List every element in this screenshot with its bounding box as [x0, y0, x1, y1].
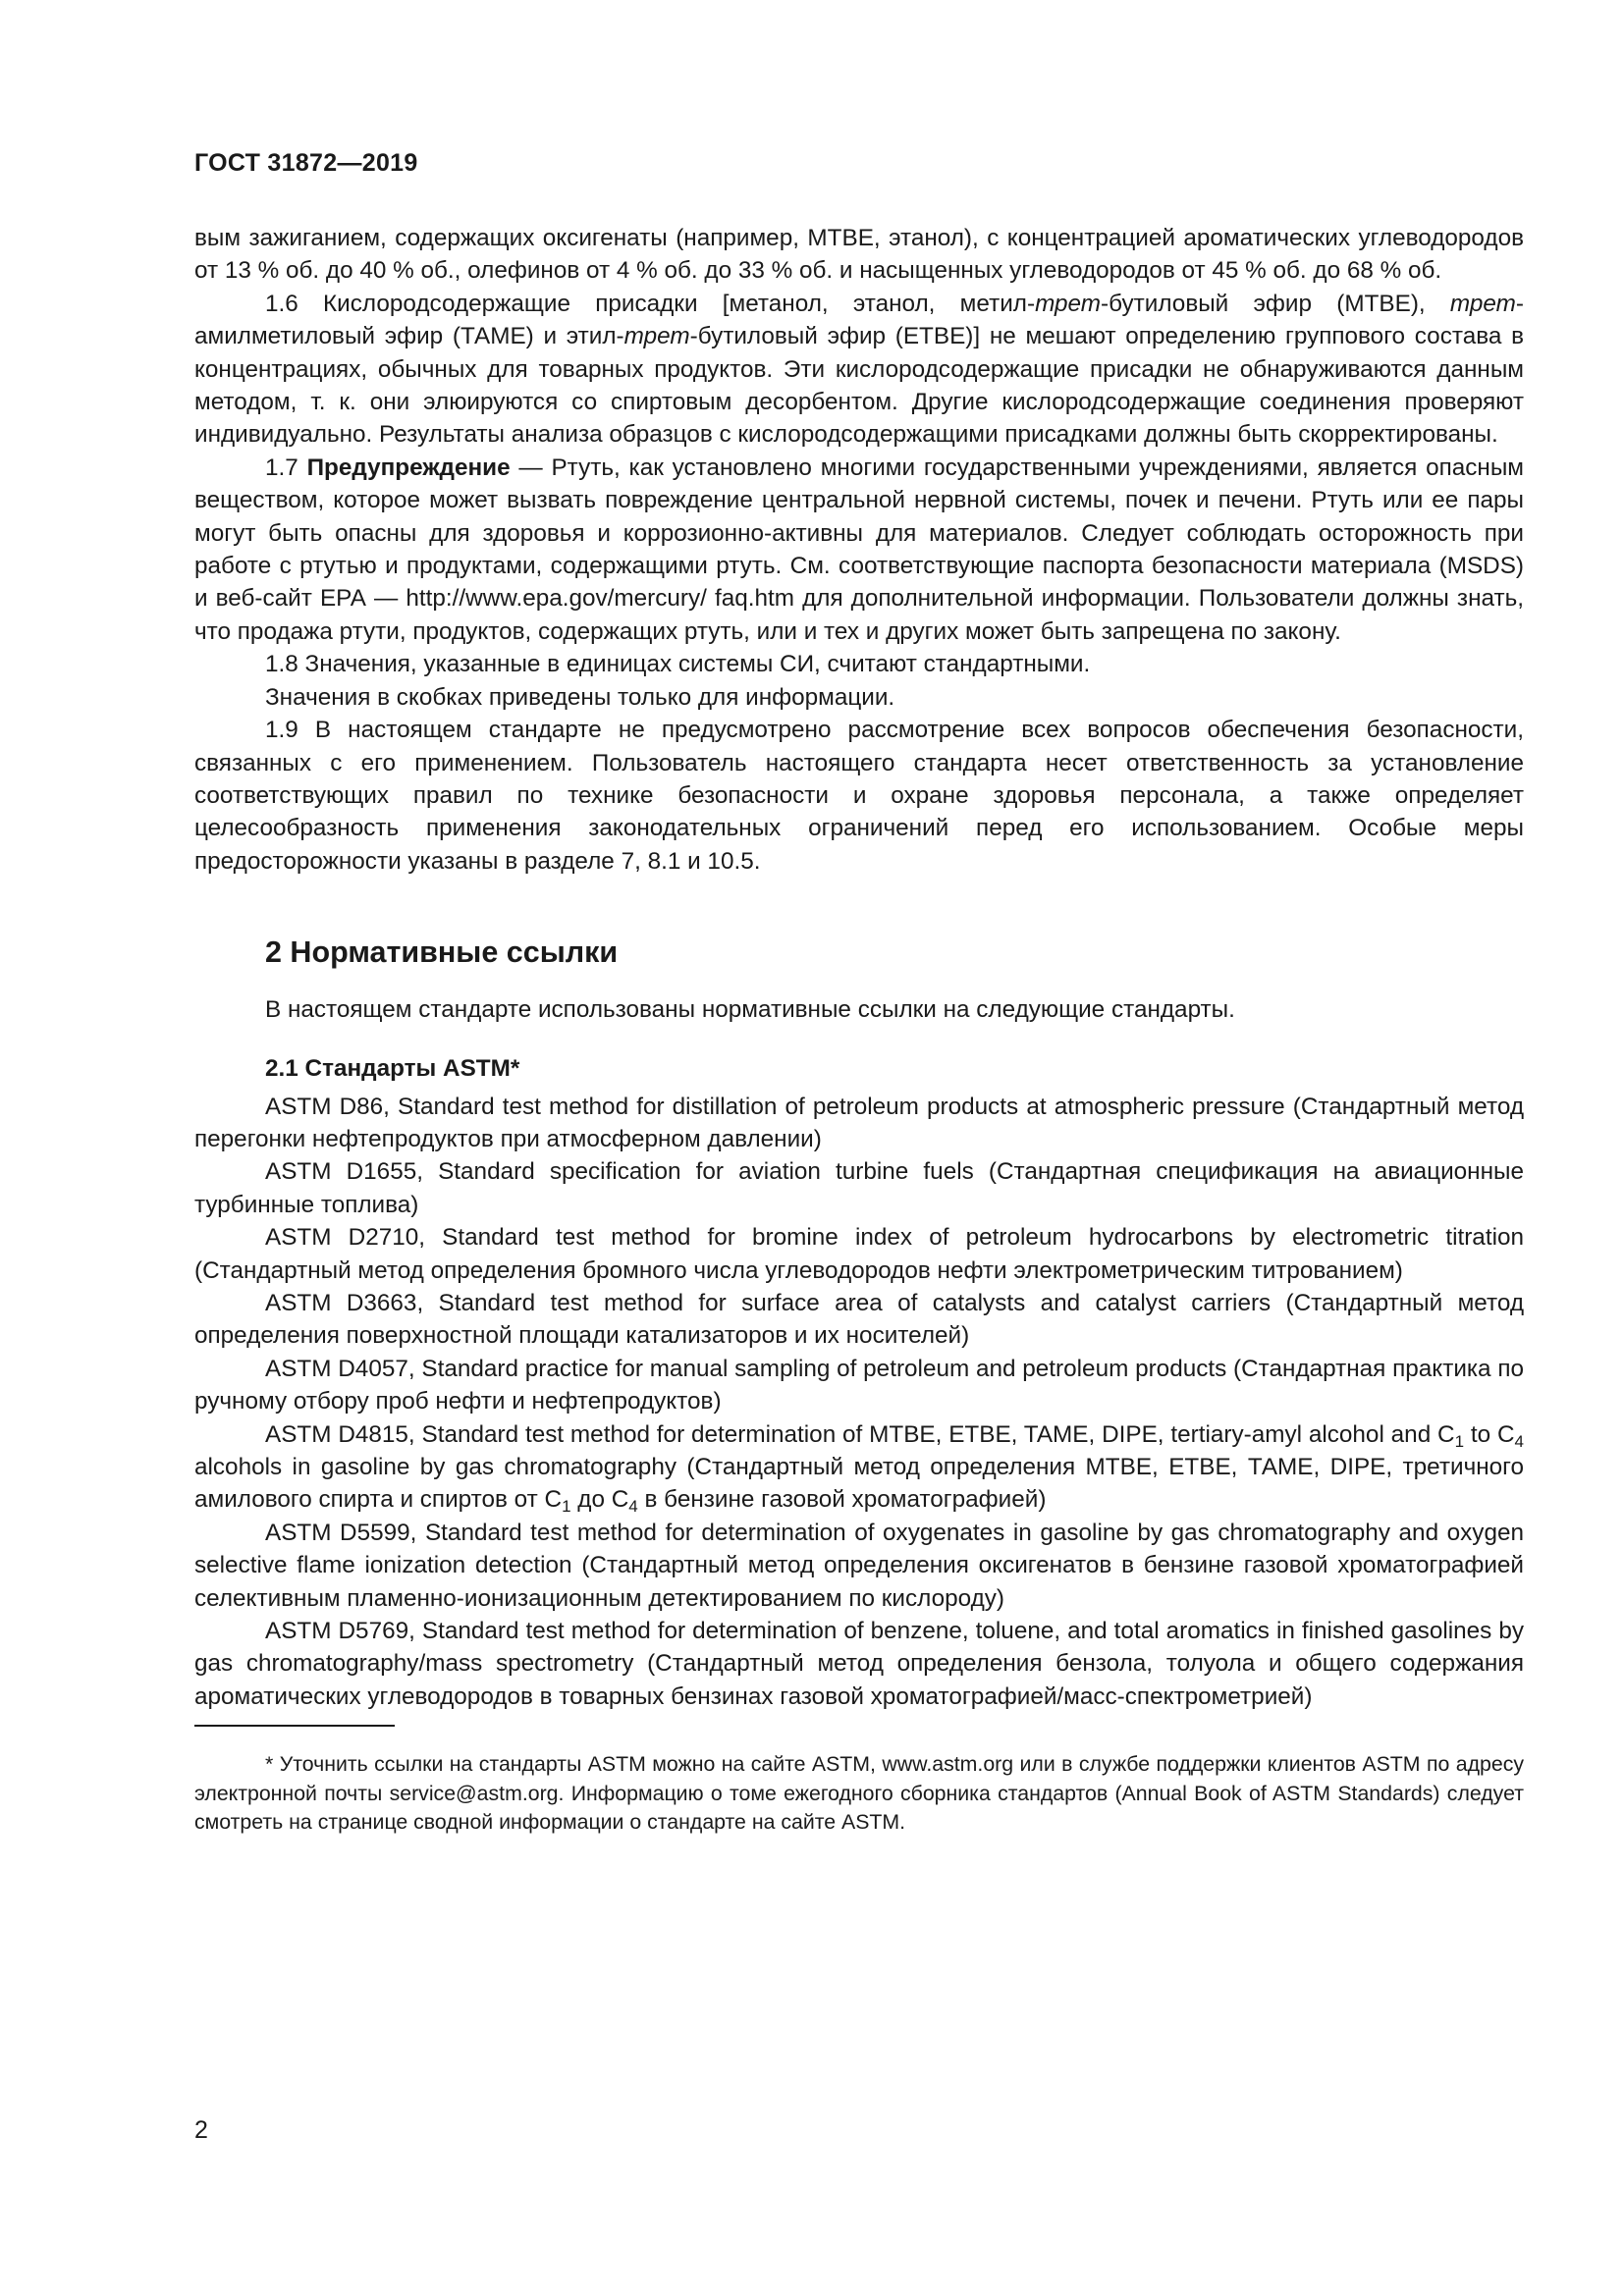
document-code-header: ГОСТ 31872—2019	[194, 149, 418, 177]
footnote-separator	[194, 1725, 395, 1727]
paragraph-1-7-warning: 1.7 Предупреждение — Ртуть, как установлено многими государственными учреждениями, является опасным веществом, которое может вызвать повреждение центральной нервной системы, почек и печени. Ртуть или ее пары могут быть опасны для здоровья и коррозионно-активны для материалов. Следует соблюдать осторожность при работе с ртутью и продуктами, содержащими ртуть. См. соответствующие паспорта безопасности материала (MSDS) и веб-сайт ЕРА — http://www.epa.gov/mercury/ faq.htm для дополнительной информации. Пользователи должны знать, что продажа ртути, продуктов, содержащих ртуть, или и тех и других может быть запрещена по закону.	[194, 454, 1524, 645]
paragraph-1-8: 1.8 Значения, указанные в единицах системы СИ, считают стандартными.	[265, 651, 1091, 678]
reference-astm-d3663: ASTM D3663, Standard test method for surface area of catalysts and catalyst carriers (Стандартный метод определения поверхностной площади катализаторов и их носителей)	[194, 1289, 1524, 1350]
page-number: 2	[194, 2116, 208, 2144]
section-2-heading: 2 Нормативные ссылки	[265, 935, 619, 970]
reference-astm-d5599: ASTM D5599, Standard test method for determination of oxygenates in gasoline by gas chromatography and oxygen selective flame ionization detection (Стандартный метод определения оксигенатов в бензине газовой хроматографией селективным пламенно-ионизационным детектированием по кислороду)	[194, 1519, 1524, 1612]
section-2-intro: В настоящем стандарте использованы нормативные ссылки на следующие стандарты.	[265, 996, 1235, 1024]
subsection-2-1-heading: 2.1 Стандарты ASTM*	[265, 1054, 520, 1082]
reference-astm-d86: ASTM D86, Standard test method for distillation of petroleum products at atmospheric pressure (Стандартный метод перегонки нефтепродуктов при атмосферном давлении)	[194, 1093, 1524, 1152]
footnote-astm: * Уточнить ссылки на стандарты ASTM можно на сайте ASTM, www.astm.org или в службе поддержки клиентов ASTM по адресу электронной почты service@astm.org. Информацию о томе ежегодного сборника стандартов (Annual Book of ASTM Standards) следует смотреть на странице сводной информации о стандарте на сайте ASTM.	[194, 1752, 1524, 1835]
document-body	[194, 222, 1524, 1838]
paragraph-1-9: 1.9 В настоящем стандарте не предусмотрено рассмотрение всех вопросов обеспечения безопасности, связанных с его применением. Пользователь настоящего стандарта несет ответственность за установление соответствующих правил по технике безопасности и охране здоровья персонала, а также определяет целесообразность применения законодательных ограничений перед его использованием. Особые меры предосторожности указаны в разделе 7, 8.1 и 10.5.	[194, 717, 1524, 875]
reference-astm-d4057: ASTM D4057, Standard practice for manual sampling of petroleum and petroleum products (Стандартная практика по ручному отбору проб нефти и нефтепродуктов)	[194, 1355, 1524, 1415]
paragraph-1-6: 1.6 Кислородсодержащие присадки [метанол, этанол, метил-трет-бутиловый эфир (МТВЕ), трет-амилметиловый эфир (ТАМЕ) и этил-трет-бутиловый эфир (ЕТВЕ)] не мешают определению группового состава в концентрациях, обычных для товарных продуктов. Эти кислородсодержащие присадки не обнаруживаются данным методом, т. к. они элюируются со спиртовым десорбентом. Другие кислородсодержащие соединения проверяют индивидуально. Результаты анализа образцов с кислородсодержащими присадками должны быть скорректированы.	[194, 290, 1524, 449]
paragraph-1-5-continuation: вым зажиганием, содержащих оксигенаты (например, МТВЕ, этанол), с концентрацией ароматических углеводородов от 13 % об. до 40 % об., олефинов от 4 % об. до 33 % об. и насыщенных углеводородов от 45 % об. до 68 % об.	[194, 225, 1524, 285]
reference-astm-d4815: ASTM D4815, Standard test method for determination of MTBE, ETBE, TAME, DIPE, tertiary-amyl alcohol and $C_1$ to $C_4$ alcohols in gasoline by gas chromatography (Стандартный метод определения МТВЕ, ЕТВЕ, ТАМЕ, DIPE, третичного амилового спирта и спиртов от $С_1$ до $С_4$ в бензине газовой хроматографией)	[194, 1420, 1525, 1517]
reference-astm-d5769: ASTM D5769, Standard test method for determination of benzene, toluene, and total aromatics in finished gasolines by gas chromatography/mass spectrometry (Стандартный метод определения бензола, толуола и общего содержания ароматических углеводородов в товарных бензинах газовой хроматографией/масс-спектрометрией)	[194, 1618, 1524, 1710]
paragraph-1-8-note: Значения в скобках приведены только для информации.	[265, 683, 895, 711]
reference-astm-d1655: ASTM D1655, Standard specification for aviation turbine fuels (Стандартная спецификация на авиационные турбинные топлива)	[194, 1158, 1524, 1218]
reference-astm-d2710: ASTM D2710, Standard test method for bromine index of petroleum hydrocarbons by electrometric titration (Стандартный метод определения бромного числа углеводородов нефти электрометрическим титрованием)	[194, 1224, 1524, 1284]
